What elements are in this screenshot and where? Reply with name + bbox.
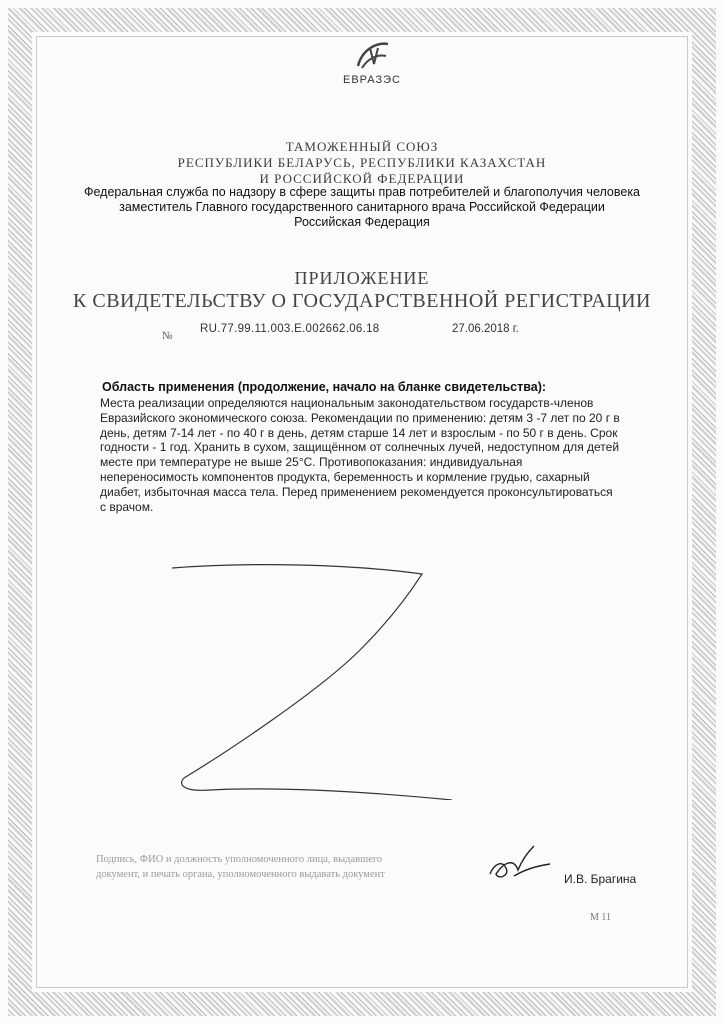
agency-line-2: заместитель Главного государственного санитарного врача Российской Федерации xyxy=(119,200,605,214)
number-mark: № xyxy=(162,330,173,342)
agency-line-1: Федеральная служба по надзору в сфере защиты прав потребителей и благополучия человека xyxy=(83,185,641,199)
document-title: ПРИЛОЖЕНИЕ xyxy=(294,268,430,288)
signature-caption: Подпись, ФИО и должность уполномоченного лица, выдавшего документ, и печать органа, уполномоченного выдавать документ xyxy=(96,854,385,880)
union-line-2: РЕСПУБЛИКИ БЕЛАРУСЬ, РЕСПУБЛИКИ КАЗАХСТАН xyxy=(177,155,547,170)
handwritten-signature xyxy=(484,840,556,888)
registration-date: 27.06.2018 г. xyxy=(452,323,519,335)
agency-line-3: Российская Федерация xyxy=(294,215,430,229)
eurasec-logo xyxy=(332,38,412,98)
logo-text: ЕВРАЗЭС xyxy=(343,74,401,86)
z-strike-mark xyxy=(170,560,470,800)
form-serial: М 11 xyxy=(590,912,612,923)
scope-body: Места реализации определяются национальным законодательством государств-членов Евразийского экономического союза. Рекомендации по применению: детям 3 -7 лет по 20 г в день, детям 7-14 лет - по 40 г в день, детям старше 14 лет и взрослым - по 50 г в день. Срок годности - 1 год. Хранить в сухом, защищённом от солнечных лучей, недоступном для детей месте при температуре не выше 25°С. Противопоказания: индивидуальная непереносимость компонентов продукта, беременность и кормление грудью, сахарный диабет, избыточная масса тела. Перед применением рекомендуется проконсультироваться с врачом. xyxy=(100,396,620,514)
registration-number: RU.77.99.11.003.Е.002662.06.18 xyxy=(200,323,380,335)
eurasec-emblem-icon xyxy=(352,38,392,72)
union-line-1: ТАМОЖЕННЫЙ СОЮЗ xyxy=(285,139,439,154)
union-line-3: И РОССИЙСКОЙ ФЕДЕРАЦИИ xyxy=(259,171,465,186)
document-subtitle: К СВИДЕТЕЛЬСТВУ О ГОСУДАРСТВЕННОЙ РЕГИСТРАЦИИ xyxy=(73,290,651,312)
signer-name: И.В. Брагина xyxy=(564,872,637,886)
scope-heading: Область применения (продолжение, начало на бланке свидетельства): xyxy=(102,380,547,394)
